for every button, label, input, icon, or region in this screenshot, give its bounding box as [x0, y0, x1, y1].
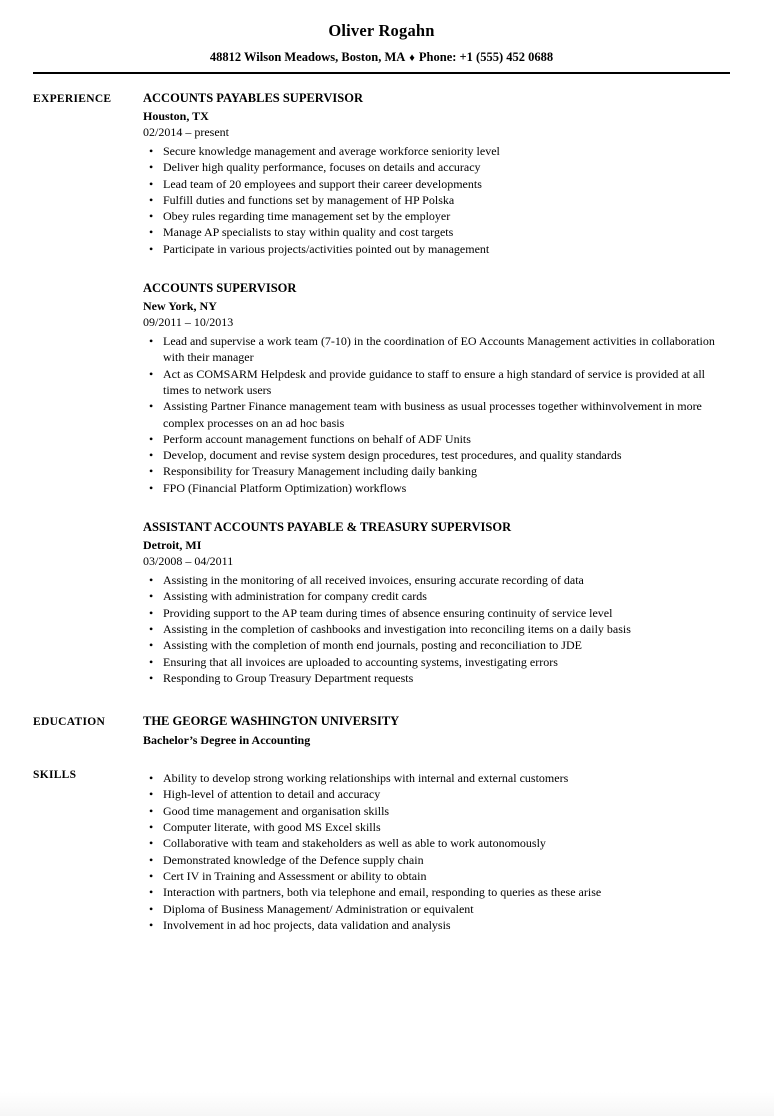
job-entry — [143, 91, 730, 257]
bullet-item: • Manage AP specialists to stay within quality and cost targets — [143, 224, 730, 240]
job-bullet-list — [143, 572, 730, 686]
diamond-icon: ♦ — [409, 52, 415, 64]
job-location: Detroit, MI — [143, 538, 202, 553]
experience-label: EXPERIENCE — [33, 93, 112, 105]
job-location: New York, NY — [143, 299, 217, 314]
skills-content — [143, 767, 730, 933]
bullet-item: • Perform account management functions on behalf of ADF Units — [143, 431, 730, 447]
bullet-item: • Act as COMSARM Helpdesk and provide guidance to staff to ensure a high standard of service is provided at all times to network users — [143, 366, 730, 399]
bullet-item: • Involvement in ad hoc projects, data validation and analysis — [143, 917, 730, 933]
bullet-item: • Demonstrated knowledge of the Defence supply chain — [143, 852, 730, 868]
job-bullet-list — [143, 333, 730, 496]
bullet-item: • Lead and supervise a work team (7-10) in the coordination of EO Accounts Management activities in collaboration with their manager — [143, 333, 730, 366]
skills-label: SKILLS — [33, 769, 77, 782]
job-dates: 02/2014 – present — [143, 125, 229, 139]
bullet-item: • Participate in various projects/activities pointed out by management — [143, 241, 730, 257]
bullet-item: • Cert IV in Training and Assessment or ability to obtain — [143, 868, 730, 884]
bullet-item: • Obey rules regarding time management set by the employer — [143, 208, 730, 224]
education-label: EDUCATION — [33, 716, 106, 729]
bullet-item: • Diploma of Business Management/ Administration or equivalent — [143, 901, 730, 917]
skills-list — [143, 770, 730, 933]
bullet-item: • Responsibility for Treasury Management including daily banking — [143, 463, 730, 479]
job-entry — [143, 281, 730, 496]
bullet-item: • Ability to develop strong working relationships with internal and external customers — [143, 770, 730, 786]
bullet-item: • Good time management and organisation skills — [143, 803, 730, 819]
job-dates: 03/2008 – 04/2011 — [143, 554, 234, 569]
section-skills — [33, 767, 730, 933]
job-title: ACCOUNTS PAYABLES SUPERVISOR — [143, 91, 363, 105]
bullet-item: • Collaborative with team and stakeholders as well as able to work autonomously — [143, 835, 730, 851]
job-dates: 09/2011 – 10/2013 — [143, 315, 234, 330]
bullet-item: • Deliver high quality performance, focuses on details and accuracy — [143, 159, 730, 175]
experience-jobs — [143, 91, 730, 686]
section-experience — [33, 91, 730, 686]
job-location: Houston, TX — [143, 109, 209, 123]
section-education — [33, 714, 730, 747]
bullet-item: • Assisting with administration for company credit cards — [143, 588, 730, 604]
bullet-item: • Lead team of 20 employees and support their career developments — [143, 176, 730, 192]
contact-line — [33, 50, 730, 66]
header-divider — [33, 72, 730, 74]
bullet-item: • Develop, document and revise system design procedures, test procedures, and quality standards — [143, 447, 730, 463]
bullet-item: • Responding to Group Treasury Department requests — [143, 670, 730, 686]
person-name: Oliver Rogahn — [328, 21, 435, 40]
bullet-item: • Secure knowledge management and average workforce seniority level — [143, 143, 730, 159]
bullet-item: • Interaction with partners, both via telephone and email, responding to queries as these arise — [143, 884, 730, 900]
contact-phone: Phone: +1 (555) 452 0688 — [418, 50, 554, 64]
bullet-item: • Assisting in the monitoring of all received invoices, ensuring accurate recording of data — [143, 572, 730, 588]
job-bullet-list — [143, 143, 730, 257]
bullet-item: • Assisting Partner Finance management team with business as usual processes together withinvolvement in more complex processes on an ad hoc basis — [143, 398, 730, 431]
bullet-item: • FPO (Financial Platform Optimization) workflows — [143, 480, 730, 496]
bullet-item: • Ensuring that all invoices are uploaded to accounting systems, investigating errors — [143, 654, 730, 670]
bullet-item: • High-level of attention to detail and accuracy — [143, 786, 730, 802]
contact-address: 48812 Wilson Meadows, Boston, MA — [209, 50, 406, 64]
job-entry — [143, 520, 730, 686]
job-title: ASSISTANT ACCOUNTS PAYABLE & TREASURY SUPERVISOR — [143, 520, 512, 535]
page-bottom-band — [0, 1092, 774, 1116]
bullet-item: • Assisting in the completion of cashbooks and investigation into reconciling items on a daily basis — [143, 621, 730, 637]
bullet-item: • Assisting with the completion of month end journals, posting and reconciliation to JDE — [143, 637, 730, 653]
bullet-item: • Providing support to the AP team during times of absence ensuring continuity of service level — [143, 605, 730, 621]
job-title: ACCOUNTS SUPERVISOR — [143, 281, 297, 296]
bullet-item: • Fulfill duties and functions set by management of HP Polska — [143, 192, 730, 208]
education-school: THE GEORGE WASHINGTON UNIVERSITY — [143, 714, 400, 729]
education-degree: Bachelor’s Degree in Accounting — [143, 733, 311, 748]
education-content — [143, 714, 730, 747]
bullet-item: • Computer literate, with good MS Excel skills — [143, 819, 730, 835]
